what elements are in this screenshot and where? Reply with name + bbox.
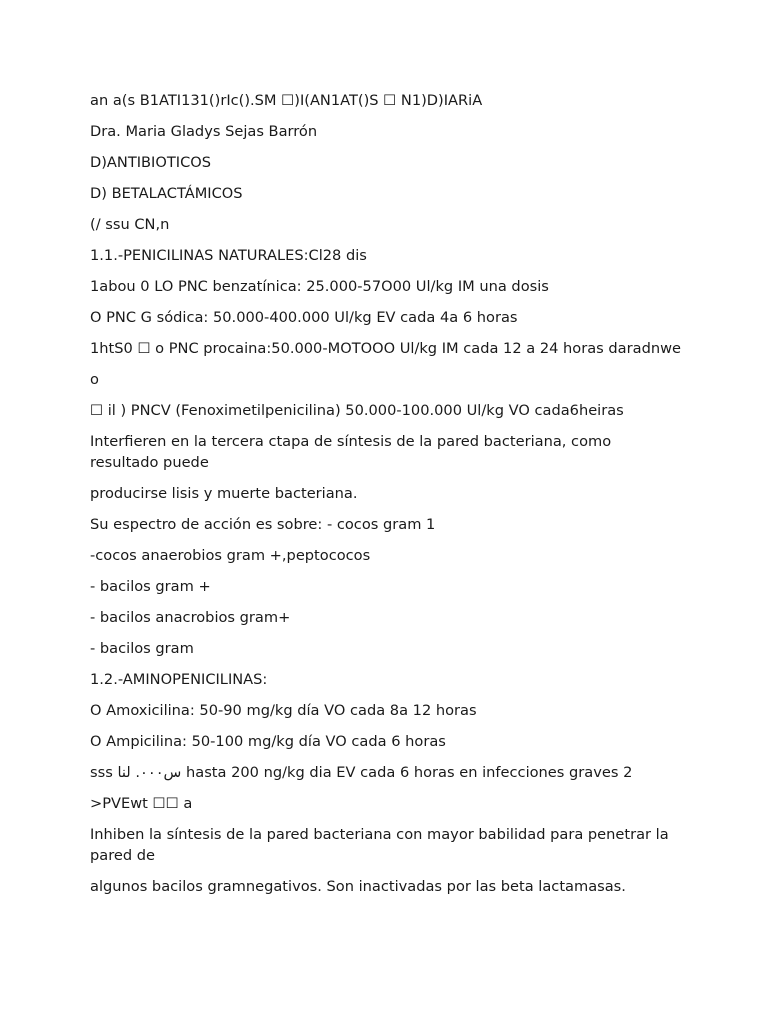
dosage-line: O Ampicilina: 50-100 mg/kg día VO cada 6 horas [90, 733, 446, 750]
subsection-heading-penicilinas-naturales: 1.1.-PENICILINAS NATURALES:Cl28 dis [90, 247, 367, 264]
author-line: Dra. Maria Gladys Sejas Barrón [90, 123, 318, 140]
section-heading-antibioticos: D)ANTIBIOTICOS [90, 154, 212, 171]
spectrum-line: Su espectro de acción es sobre: - cocos gram 1 [90, 516, 436, 533]
text-line: 1htS0 ☐ o PNC procaina:50.000-MOTOOO Ul/kg IM cada 12 a 24 horas daradnwe [90, 340, 681, 357]
spectrum-item: -cocos anaerobios gram +,peptococos [90, 547, 371, 564]
spectrum-item: - bacilos gram [90, 640, 194, 657]
text-line: >PVEwt ☐☐ a [90, 795, 193, 812]
paragraph-line: producirse lisis y muerte bacteriana. [90, 485, 358, 502]
text-line: O PNC G sódica: 50.000-400.000 Ul/kg EV cada 4a 6 horas [90, 309, 518, 326]
document-page [90, 90, 682, 907]
dosage-line: sss س٠٠٠. لنا hasta 200 ng/kg dia EV cada 6 horas en infecciones graves 2 [90, 764, 633, 781]
paragraph-line: Inhiben la síntesis de la pared bacteriana con mayor babilidad para penetrar la pared de [90, 826, 669, 864]
spectrum-item: - bacilos gram + [90, 578, 211, 595]
section-heading-betalactamicos: D) BETALACTÁMICOS [90, 185, 243, 202]
text-line: (/ ssu CN,n [90, 216, 170, 233]
dosage-line: O Amoxicilina: 50-90 mg/kg día VO cada 8a 12 horas [90, 702, 477, 719]
text-line: ☐ il ) PNCV (Fenoximetilpenicilina) 50.000-100.000 Ul/kg VO cada6heiras [90, 402, 624, 419]
text-line: o [90, 371, 99, 388]
paragraph-line: algunos bacilos gramnegativos. Son inactivadas por las beta lactamasas. [90, 878, 626, 895]
document-header-line: an a(s B1ATI131()rIc().SM ☐)I(AN1AT()S ☐ N1)D)IARiA [90, 92, 483, 109]
subsection-heading-aminopenicilinas: 1.2.-AMINOPENICILINAS: [90, 671, 268, 688]
text-line: 1abou 0 LO PNC benzatínica: 25.000-57O00 Ul/kg IM una dosis [90, 278, 549, 295]
spectrum-item: - bacilos anacrobios gram+ [90, 609, 291, 626]
paragraph-line: Interfieren en la tercera ctapa de síntesis de la pared bacteriana, como resultado puede [90, 433, 612, 471]
